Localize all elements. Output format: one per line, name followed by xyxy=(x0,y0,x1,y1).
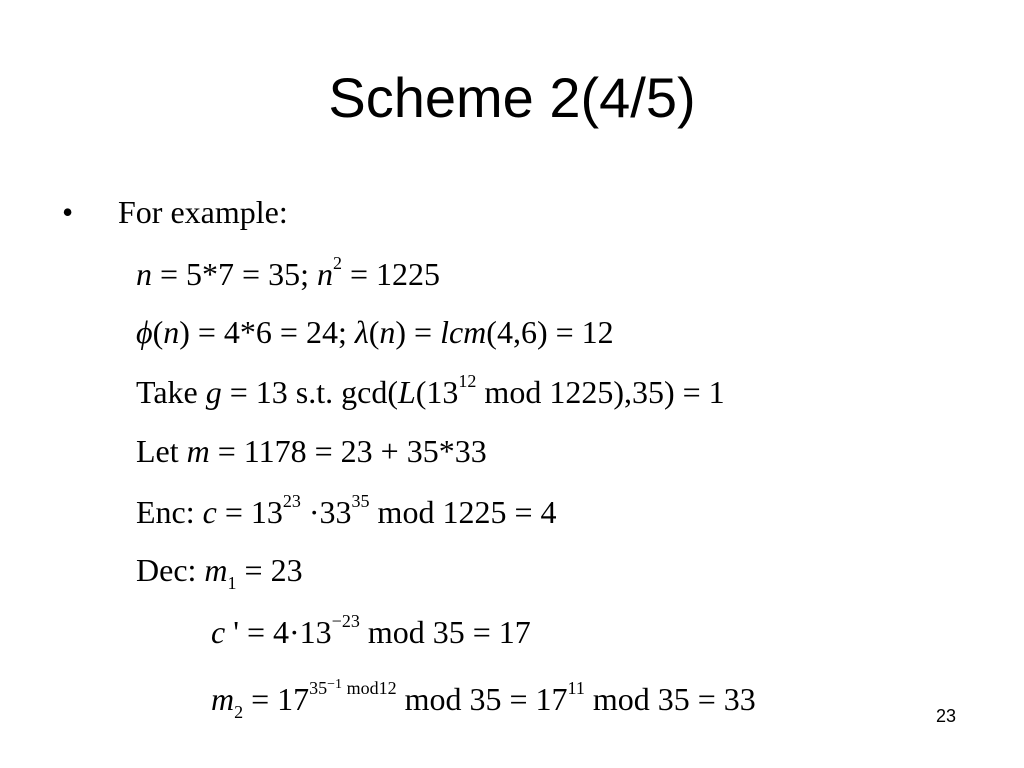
equation-enc: Enc: $c = 13^{23} \cdot 33^{35}$ mod 1225 = 4 xyxy=(136,491,557,530)
equation-c-prime: c ' = $4\cdot 13^{-23}$ mod 35 = 17 xyxy=(211,611,531,650)
equation-take-g: Take g = 13 s.t. $\gcd(L(13^{12}$ mod 1225),35) = 1 xyxy=(136,371,725,410)
bullet-text: For example: xyxy=(118,194,288,230)
equation-n: n = 5*7 = 35; $n^2 = 1225$ xyxy=(136,253,441,292)
bullet-icon: • xyxy=(62,194,74,230)
page-number: 23 xyxy=(936,706,957,726)
slide-title: Scheme 2(4/5) xyxy=(328,66,696,129)
equation-phi-lambda: ϕ(n) = 4*6 = 24; λ(n) = lcm(4,6) = 12 xyxy=(136,314,614,350)
equation-let-m: Let m = 1178 = 23 + 35*33 xyxy=(136,433,487,469)
equation-dec: Dec: $m_1 = 23$ xyxy=(136,552,303,593)
equation-m2: $m_2 = 17^{35^{-1} mod12}$ mod $35 = 17^{11}$ mod 35 = 33 xyxy=(211,677,756,722)
